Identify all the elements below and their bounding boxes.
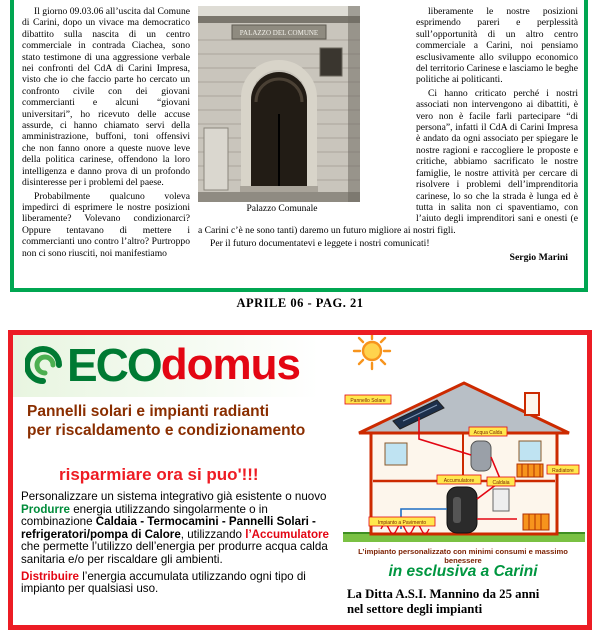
logo-text-domus: domus — [160, 340, 300, 389]
company-line-2-partial: nel settore degli impianti — [347, 602, 483, 616]
chimney — [525, 393, 539, 415]
exclusive-line: in esclusiva a Carini — [388, 563, 538, 580]
article-paragraph: liberamente le nostre posizioni esprimendo pareri e perplessità sull’opportunità di un altro centro commerciale a Carini, noi pensiamo esclusivamente allo sviluppo economico del territorio Carinese e lasciamo le beghe politiche ai politicanti. — [416, 6, 578, 86]
ad-tagline: risparmiare ora si puo'!!! — [59, 465, 259, 484]
photo-caption: Palazzo Comunale — [246, 204, 318, 214]
article-right-column — [198, 6, 578, 286]
ad-body-paragraph: Distribuire l’energia accumulata utilizzando ogni tipo di impianto per qualsiasi uso. — [21, 569, 306, 596]
company-line-1: La Ditta A.S.I. Mannino da 25 anni — [347, 587, 540, 601]
article-paragraph: Il giorno 09.03.06 all’uscita dal Comune di Carini, dopo un vivace ma democratico dibattito sulla nascita di un centro commerciale in contrada Ciachea, sono stato testimone di una aggressione verbale nei confronti del CdA di Carini Impresa, visto che io che faccio parte ho cercato un confronto civile con dei giovani commercianti e alcuni “giovani universitari”, ho ricevuto delle accuse assurde, ci hanno chiamato servi della amministrazione, buffoni, toni offensivi che non fanno onore a queste nuove leve della politica carinese, offendono la loro intelligenza e danno prova di un profondo disinteresse per i problemi del paese. — [22, 6, 190, 189]
boiler — [493, 489, 509, 511]
article-left-column — [22, 6, 190, 286]
radiator — [523, 514, 549, 530]
accumulator-tank — [447, 487, 477, 533]
sun-icon — [347, 331, 393, 373]
ad-headline-line1: Pannelli solari e impianti radianti — [27, 403, 270, 420]
ecodomus-ad — [8, 330, 592, 630]
window — [519, 441, 541, 461]
ad-headline-line2: per riscaldamento e condizionamento — [27, 421, 306, 439]
diagram-label: Radiatore — [552, 468, 574, 474]
leaf-swoosh-icon — [25, 341, 65, 389]
palazzo-sign-text: PALAZZO DEL COMUNE — [239, 29, 319, 37]
page-number-line: APRILE 06 - PAG. 21 — [236, 296, 364, 310]
ad-headline — [27, 403, 305, 440]
palazzo-photo — [198, 6, 360, 202]
logo-text-eco: ECO — [67, 339, 161, 391]
diagram-label: Acqua Calda — [473, 430, 503, 436]
article-paragraph: Probabilmente qualcuno voleva impedirci di esprimere le nostre posizioni liberamente? Volevano condizionarci? Oppure tentavano di mettere i commercianti uno contro l’altro? Purtroppo non ci sono riusciti, noi manifestiamo — [22, 190, 190, 259]
article-paragraph: Per il futuro documentatevi e leggete i nostri comunicati! — [210, 238, 430, 250]
ad-body-paragraph: Personalizzare un sistema integrativo già esistente o nuovo Produrre energia utilizzando singolarmente o in combinazione Caldaia - Termocamini - Pannelli Solari - refrigeratori/pompa di Calore, utilizzando l’Accumulatore che permette l’utilizzo dell’energia per produrre acqua calda sanitaria e/o per riscaldare gli ambienti. — [21, 490, 329, 566]
diagram-label: Accumulatore — [443, 478, 475, 484]
company-text — [347, 587, 591, 617]
house-diagram-caption: L’impianto personalizzato con minimi consumi e massimo benessere — [358, 547, 568, 565]
article-paragraph: Ci hanno criticato perché i nostri associati non intervengono ai dibattiti, è vero non è facile farli partecipare “di persona”, infatti il CdA di Carini Impresa è andato da ogni associato per spiegare le nostre ragioni e raccogliere le proposte e critiche, abbiamo sacrificato le nostre famiglie, le nostre attività per cercare di risolvere i problemi dell’imprenditoria carinese, lo so che la strada è lunga ed è tutta in salita non ci spaventiamo, con l’aiuto degli imprenditori sani e onesti (e a Carini c’è ne sono tanti) daremo un futuro migliore ai nostri figli. — [198, 87, 578, 236]
article-columns — [22, 6, 578, 286]
house-diagram — [341, 369, 587, 547]
diagram-label: Impianto a Pavimento — [377, 520, 427, 526]
diagram-label: Pannello Solare — [350, 398, 386, 404]
ad-body-text — [21, 491, 341, 600]
water-tank — [471, 441, 491, 471]
ecodomus-logo — [25, 337, 300, 393]
palazzo-photo-figure — [198, 6, 366, 214]
article-byline: Sergio Marini — [509, 251, 568, 263]
article-green-border-box — [10, 0, 588, 292]
diagram-label: Caldaia — [492, 480, 510, 486]
radiator — [517, 464, 543, 477]
window — [385, 443, 407, 465]
